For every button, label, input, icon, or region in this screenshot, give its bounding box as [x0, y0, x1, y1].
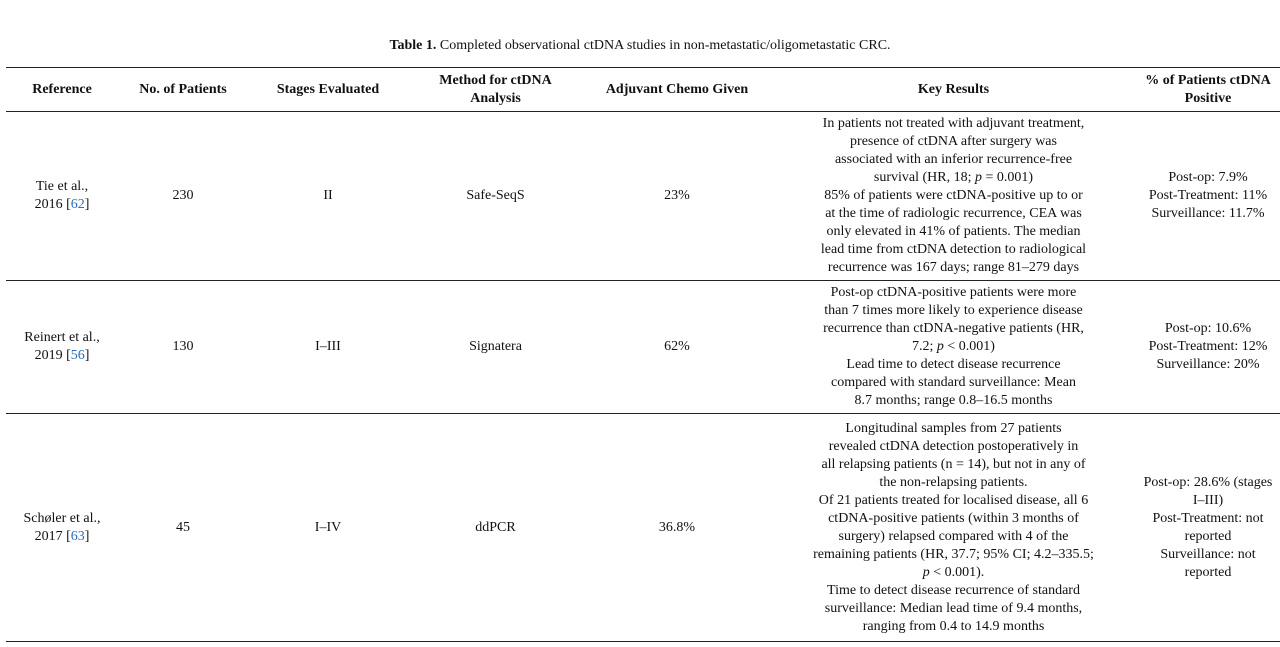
result-line: In patients not treated with adjuvant treatment,: [822, 116, 1085, 131]
header-reference: Reference: [6, 68, 118, 112]
studies-table: [6, 67, 1280, 642]
cell-results: [771, 414, 1136, 642]
result-line-mixed: [775, 169, 1132, 187]
result-line: lead time from ctDNA detection to radiological: [820, 242, 1087, 257]
result-text: 7.2;: [912, 339, 937, 354]
header-method-line1: Method for ctDNA: [439, 72, 552, 88]
cell-stages: I–IV: [248, 414, 408, 642]
result-line: 85% of patients were ctDNA-positive up to or: [824, 188, 1083, 203]
ref-year-line: [10, 347, 114, 365]
cell-method: ddPCR: [408, 414, 583, 642]
ref-year: 2017 [: [34, 528, 71, 544]
cell-positive: [1136, 414, 1280, 642]
ref-authors: Reinert et al.,: [24, 330, 100, 345]
result-line: compared with standard surveillance: Mean: [831, 375, 1076, 390]
ref-year-line: [10, 196, 114, 214]
result-line: Time to detect disease recurrence of standard: [827, 582, 1080, 598]
cell-reference: [6, 281, 118, 414]
cell-method: Safe-SeqS: [408, 112, 583, 281]
cell-patients: 130: [118, 281, 248, 414]
header-stages: Stages Evaluated: [248, 68, 408, 112]
result-line: remaining patients (HR, 37.7; 95% CI; 4.2–335.5;: [813, 546, 1094, 562]
cell-positive: [1136, 281, 1280, 414]
table-row: [6, 281, 1280, 414]
result-line: presence of ctDNA after surgery was: [850, 134, 1057, 149]
table-caption-text: Completed observational ctDNA studies in non-metastatic/oligometastatic CRC.: [439, 38, 891, 53]
positive-line: Post-op: 28.6% (stages: [1143, 474, 1273, 490]
result-line: surgery) relapsed compared with 4 of the: [838, 528, 1069, 544]
positive-line: I–III): [1192, 492, 1224, 508]
result-line: Of 21 patients treated for localised disease, all 6: [818, 492, 1089, 508]
result-line: recurrence than ctDNA-negative patients (HR,: [823, 321, 1084, 336]
positive-line: Post-op: 10.6%: [1164, 321, 1252, 336]
result-line: ctDNA-positive patients (within 3 months of: [828, 510, 1079, 526]
result-line: only elevated in 41% of patients. The median: [826, 224, 1081, 239]
result-line: Post-op ctDNA-positive patients were more: [830, 285, 1077, 300]
header-method: [408, 68, 583, 112]
p-value-symbol: p: [922, 564, 930, 580]
cell-method: Signatera: [408, 281, 583, 414]
positive-line: Surveillance: not: [1160, 546, 1256, 562]
cell-reference: [6, 414, 118, 642]
cell-patients: 45: [118, 414, 248, 642]
result-text: < 0.001): [943, 339, 995, 354]
ref-year: 2016 [: [34, 197, 71, 212]
table-caption: [0, 38, 1280, 54]
result-line: Lead time to detect disease recurrence: [846, 357, 1061, 372]
positive-line: Post-Treatment: 12%: [1148, 339, 1268, 354]
result-line: recurrence was 167 days; range 81–279 days: [827, 260, 1080, 275]
positive-line: Post-Treatment: not: [1152, 510, 1264, 526]
citation-link[interactable]: 63: [70, 528, 85, 544]
result-line: Longitudinal samples from 27 patients: [845, 420, 1062, 436]
result-line: the non-relapsing patients.: [879, 474, 1028, 490]
result-text: < 0.001).: [929, 564, 985, 580]
p-value-symbol: p: [936, 339, 944, 354]
header-row: [6, 68, 1280, 112]
result-text: survival (HR, 18;: [873, 170, 976, 185]
cell-results: [771, 281, 1136, 414]
positive-line: reported: [1184, 564, 1232, 580]
ref-authors: Schøler et al.,: [23, 510, 101, 526]
result-line: surveillance: Median lead time of 9.4 months,: [824, 600, 1083, 616]
result-line: ranging from 0.4 to 14.9 months: [862, 618, 1045, 634]
p-value-symbol: p: [975, 170, 983, 185]
cell-positive: [1136, 112, 1280, 281]
cell-results: [771, 112, 1136, 281]
result-line-mixed: [775, 338, 1132, 356]
header-positive: [1136, 68, 1280, 112]
result-line: than 7 times more likely to experience disease: [824, 303, 1083, 318]
result-text: = 0.001): [982, 170, 1034, 185]
positive-line: Surveillance: 20%: [1156, 357, 1260, 372]
table-caption-label: Table 1.: [389, 38, 437, 53]
ref-year-line: [10, 528, 114, 546]
positive-line: Post-Treatment: 11%: [1148, 188, 1268, 203]
ref-close: ]: [84, 528, 90, 544]
result-line: revealed ctDNA detection postoperatively in: [828, 438, 1079, 454]
citation-link[interactable]: 56: [70, 348, 85, 363]
table-row: [6, 112, 1280, 281]
positive-line: Surveillance: 11.7%: [1151, 206, 1265, 221]
cell-adjuvant: 23%: [583, 112, 771, 281]
cell-adjuvant: 62%: [583, 281, 771, 414]
positive-line: reported: [1184, 528, 1232, 544]
header-positive-line1: % of Patients ctDNA: [1145, 72, 1271, 88]
result-line-mixed: [775, 564, 1132, 582]
cell-patients: 230: [118, 112, 248, 281]
result-line: at the time of radiologic recurrence, CEA was: [825, 206, 1082, 221]
citation-link[interactable]: 62: [70, 197, 85, 212]
cell-stages: II: [248, 112, 408, 281]
cell-adjuvant: 36.8%: [583, 414, 771, 642]
header-positive-line2: Positive: [1184, 90, 1232, 106]
result-line: associated with an inferior recurrence-free: [834, 152, 1073, 167]
header-method-line2: Analysis: [470, 90, 521, 106]
result-line: all relapsing patients (n = 14), but not in any of: [821, 456, 1086, 472]
cell-reference: [6, 112, 118, 281]
ref-year: 2019 [: [34, 348, 71, 363]
header-results: Key Results: [771, 68, 1136, 112]
result-line: 8.7 months; range 0.8–16.5 months: [854, 393, 1053, 408]
header-adjuvant: Adjuvant Chemo Given: [583, 68, 771, 112]
header-patients: No. of Patients: [118, 68, 248, 112]
table-row: [6, 414, 1280, 642]
ref-close: ]: [84, 348, 90, 363]
positive-line: Post-op: 7.9%: [1168, 170, 1248, 185]
ref-authors: Tie et al.,: [35, 179, 89, 194]
ref-close: ]: [84, 197, 90, 212]
cell-stages: I–III: [248, 281, 408, 414]
